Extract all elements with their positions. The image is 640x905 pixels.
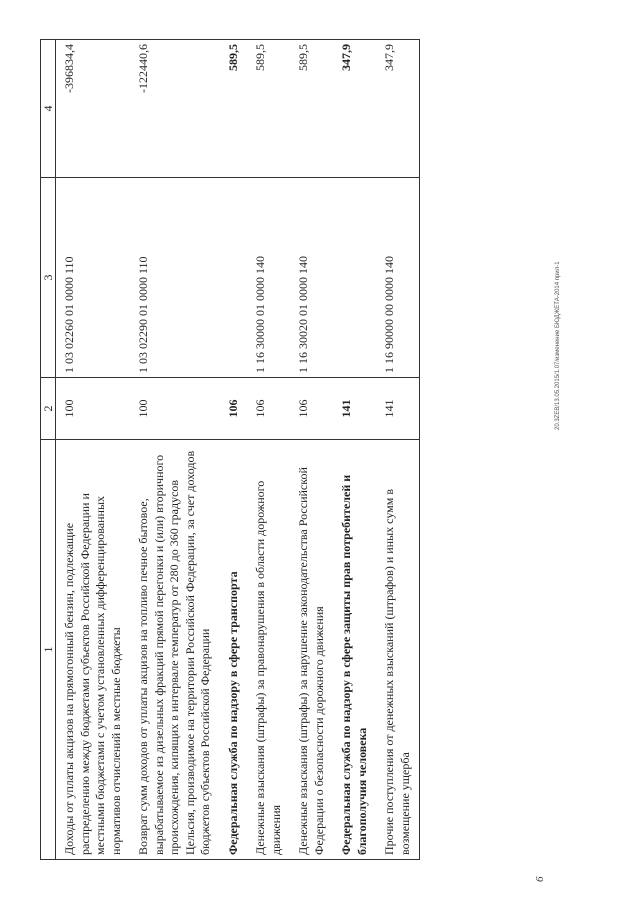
row-sum: 589,5: [220, 40, 248, 178]
row-budget-code: 1 03 02260 01 0000 110: [56, 178, 131, 378]
row-sum: 589,5: [290, 40, 333, 178]
header-col-1: 1: [41, 440, 56, 860]
table-row: [220, 40, 248, 860]
row-admin-code: 106: [247, 378, 290, 440]
row-admin-code: 141: [376, 378, 420, 440]
header-col-4: 4: [41, 40, 56, 178]
header-col-3: 3: [41, 178, 56, 378]
row-sum: 589,5: [247, 40, 290, 178]
row-admin-code: 100: [56, 378, 131, 440]
row-sum: 347,9: [376, 40, 420, 178]
row-budget-code: 1 16 90000 00 0000 140: [376, 178, 420, 378]
row-name: Федеральная служба по надзору в сфере транспорта: [220, 440, 248, 860]
page-number: 6: [534, 876, 546, 882]
row-sum: -122440,6: [130, 40, 220, 178]
row-admin-code: 106: [220, 378, 248, 440]
row-budget-code: 1 16 30000 01 0000 140: [247, 178, 290, 378]
row-sum: 347,9: [333, 40, 376, 178]
row-budget-code: [333, 178, 376, 378]
row-name: Возврат сумм доходов от уплаты акцизов на топливо печное бытовое, вырабатываемое из дизельных фракций прямой перегонки и (или) вторичного происхождения, кипящих в интервале температур от 280 до 360 градусов Цельсия, производимое на территории Российской Федерации, за счет доходов бюджетов субъектов Российской Федерации: [130, 440, 220, 860]
row-name: Денежные взыскания (штрафы) за нарушение законодательства Российской Федерации о безопасности дорожного движения: [290, 440, 333, 860]
row-sum: -396834,4: [56, 40, 131, 178]
row-name: Денежные взыскания (штрафы) за правонарушения в области дорожного движения: [247, 440, 290, 860]
table-row: [130, 40, 220, 860]
row-budget-code: [220, 178, 248, 378]
table-row: [376, 40, 420, 860]
row-budget-code: 1 03 02290 01 0000 110: [130, 178, 220, 378]
footer-document-code: 20.3ZEB/13.05.2015/1.07/изменение БЮДЖЕТА-2014 прил-1: [555, 261, 561, 430]
row-name: Прочие поступления от денежных взысканий (штрафов) и иных сумм в возмещение ущерба: [376, 440, 420, 860]
table-row: [56, 40, 131, 860]
revenue-table: [40, 39, 420, 860]
row-admin-code: 100: [130, 378, 220, 440]
row-name: Федеральная служба по надзору в сфере защиты прав потребителей и благополучия человека: [333, 440, 376, 860]
row-admin-code: 141: [333, 378, 376, 440]
rotated-table-area: [40, 40, 550, 860]
row-admin-code: 106: [290, 378, 333, 440]
header-col-2: 2: [41, 378, 56, 440]
table-row: [247, 40, 290, 860]
table-row: [333, 40, 376, 860]
table-header-row: [41, 40, 56, 860]
row-name: Доходы от уплаты акцизов на прямогонный бензин, подлежащие распределению между бюджетами субъектов Российской Федерации и местными бюджетами с учетом установленных дифференцированных нормативов отчислений в местные бюджеты: [56, 440, 131, 860]
row-budget-code: 1 16 30020 01 0000 140: [290, 178, 333, 378]
table-row: [290, 40, 333, 860]
